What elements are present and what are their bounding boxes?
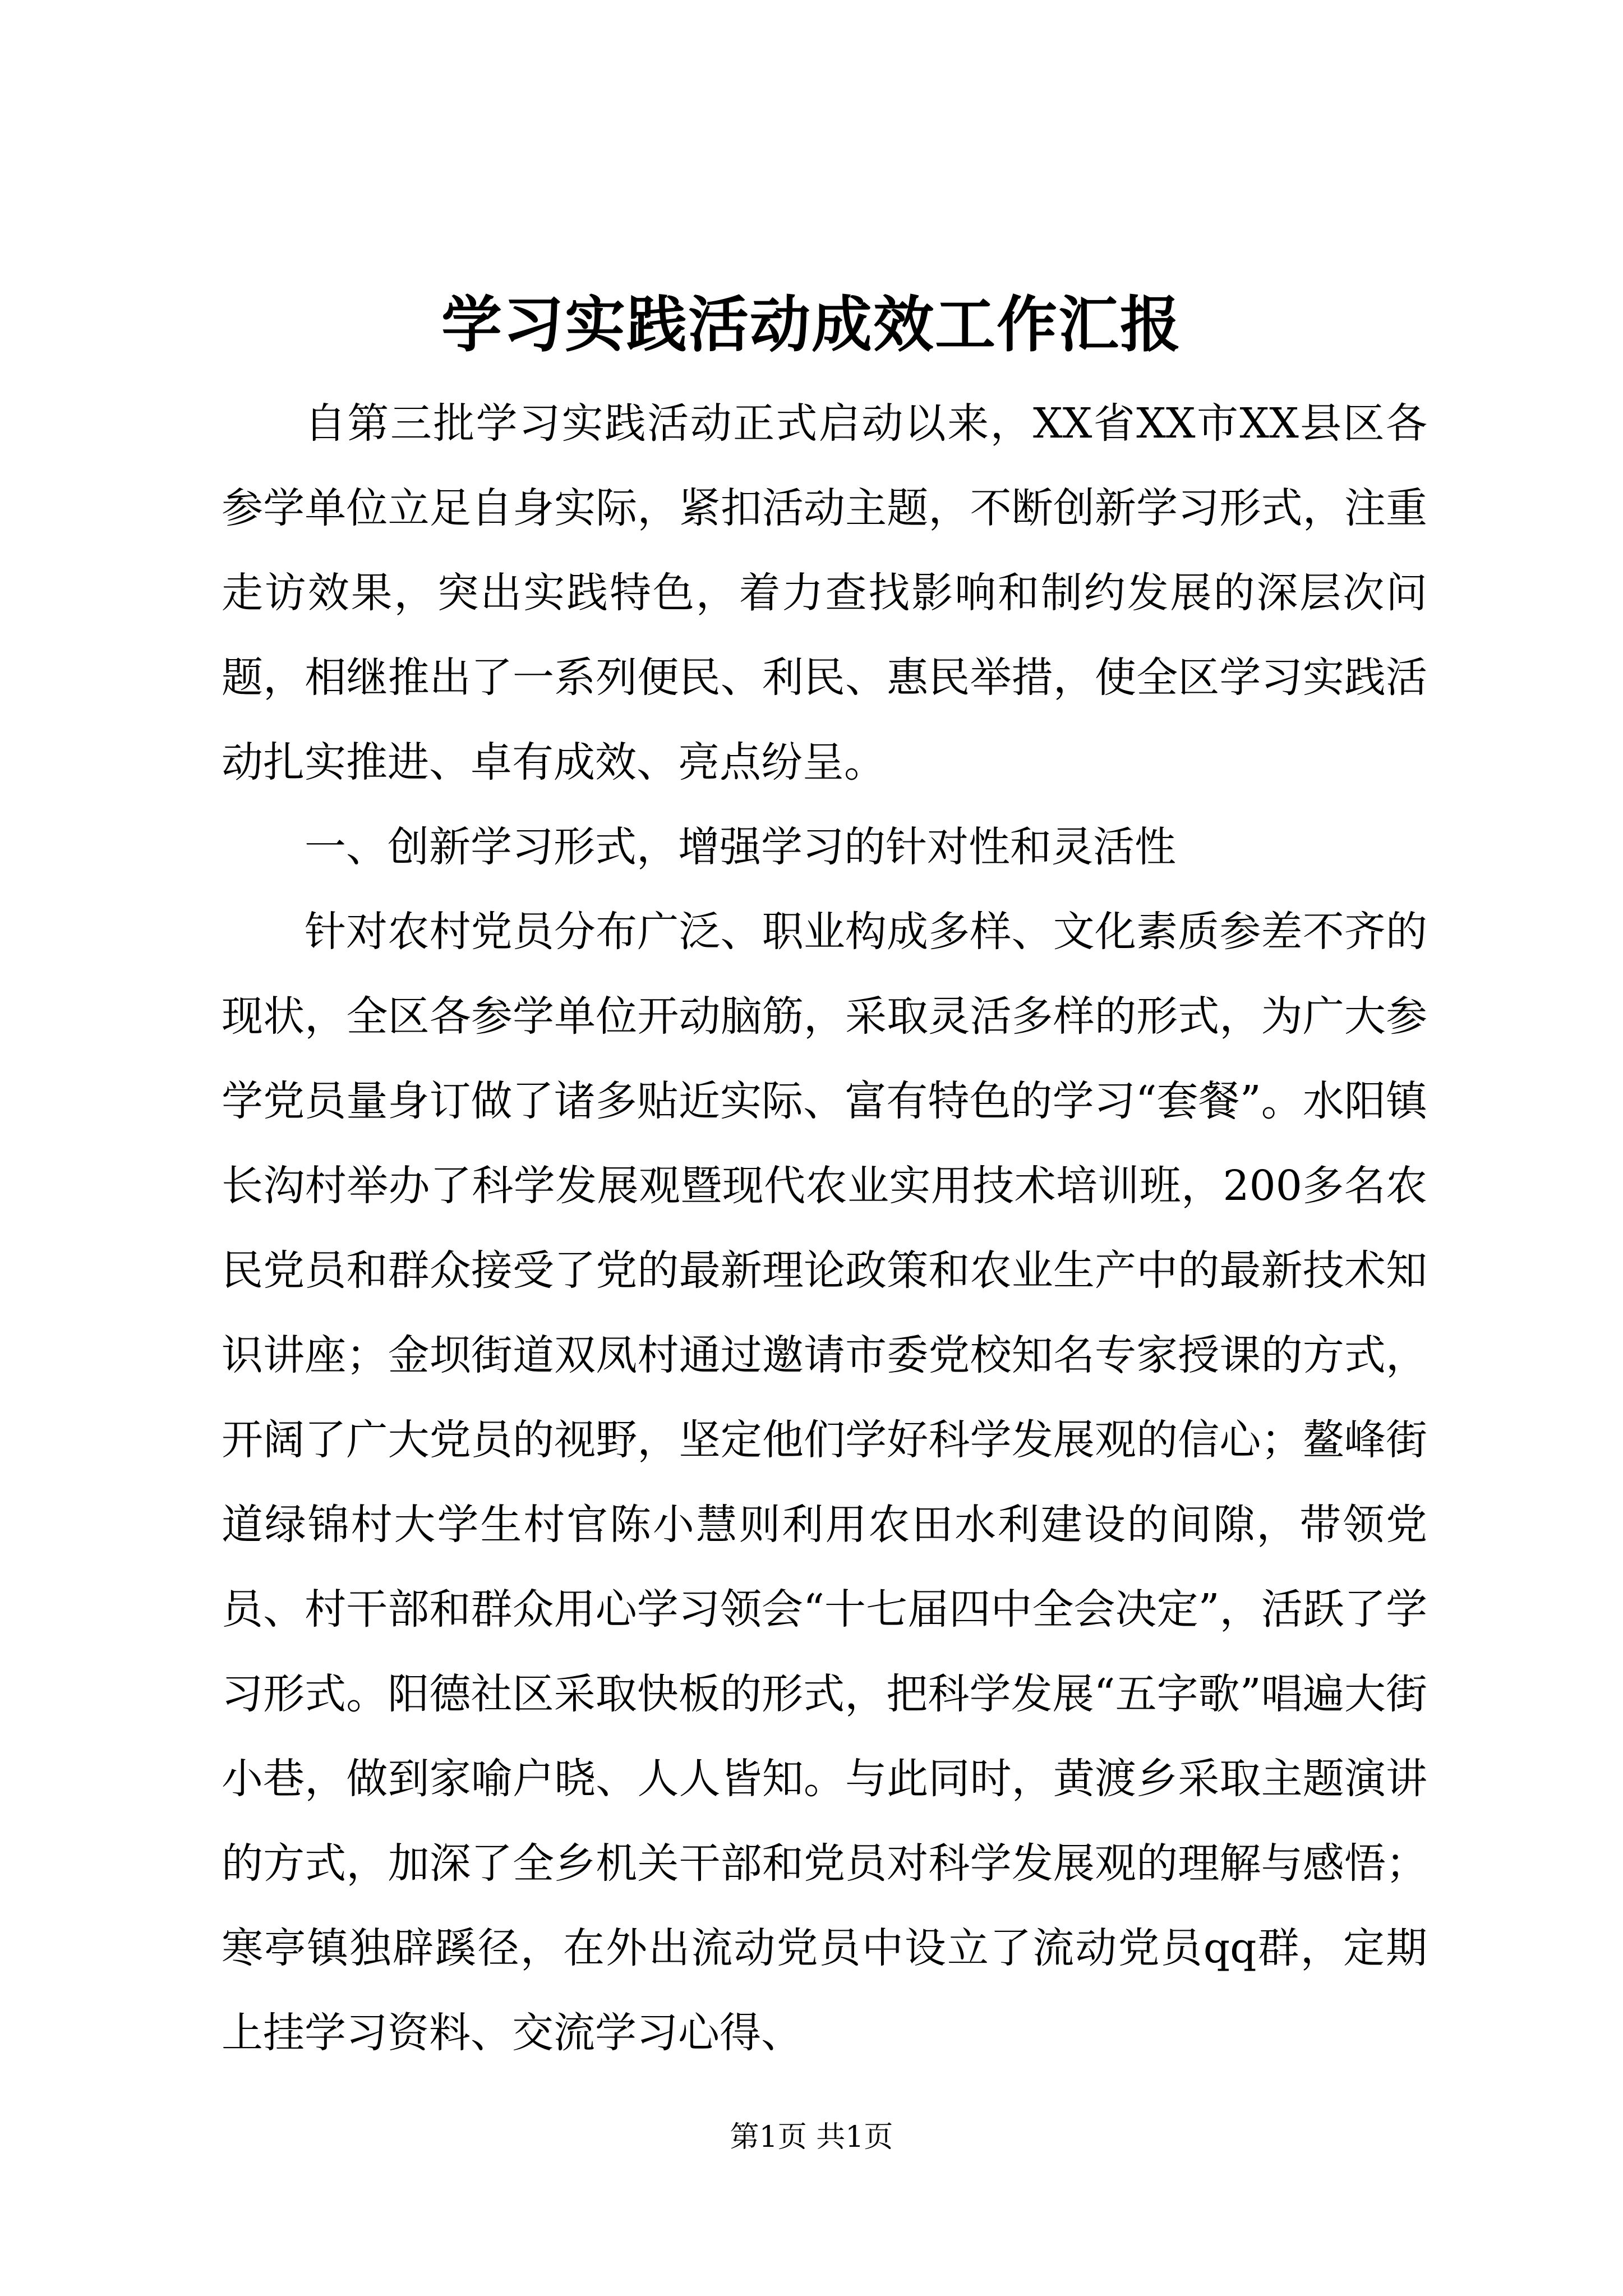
section-heading: 一、创新学习形式，增强学习的针对性和灵活性 [305,823,1176,871]
page-footer: 第1页 共1页 [730,2120,893,2154]
body-paragraph: 针对农村党员分布广泛、职业构成多样、文化素质参差不齐的现状，全区各参学单位开动脑筋，采取灵活多样的形式，为广大参学党员量身订做了诸多贴近实际、富有特色的学习“套餐”。水阳镇长沟村举办了科学发展观暨现代农业实用技术培训班，200多名农民党员和群众接受了党的最新理论政策和农业生产中的最新技术知识讲座；金坝街道双凤村通过邀请市委党校知名专家授课的方式，开阔了广大党员的视野，坚定他们学好科学发展观的信心；鳌峰街道绿锦村大学生村官陈小慧则利用农田水利建设的间隙，带领党员、村干部和群众用心学习领会“十七届四中全会决定”，活跃了学习形式。阳德社区采取快板的形式，把科学发展“五字歌”唱遍大街小巷，做到家喻户晓、人人皆知。与此同时，黄渡乡采取主题演讲的方式，加深了全乡机关干部和党员对科学发展观的理解与感悟；寒亭镇独辟蹊径，在外出流动党员中设立了流动党员qq群，定期上挂学习资料、交流学习心得、 [222,908,1427,2057]
intro-paragraph: 自第三批学习实践活动正式启动以来，XX省XX市XX县区各参学单位立足自身实际，紧扣活动主题，不断创新学习形式，注重走访效果，突出实践特色，着力查找影响和制约发展的深层次问题，相继推出了一系列便民、利民、惠民举措，使全区学习实践活动扎实推进、卓有成效、亮点纷呈。 [222,399,1427,786]
document-body [222,381,1427,2076]
document-title: 学习实践活动成效工作汇报 [441,290,1182,360]
